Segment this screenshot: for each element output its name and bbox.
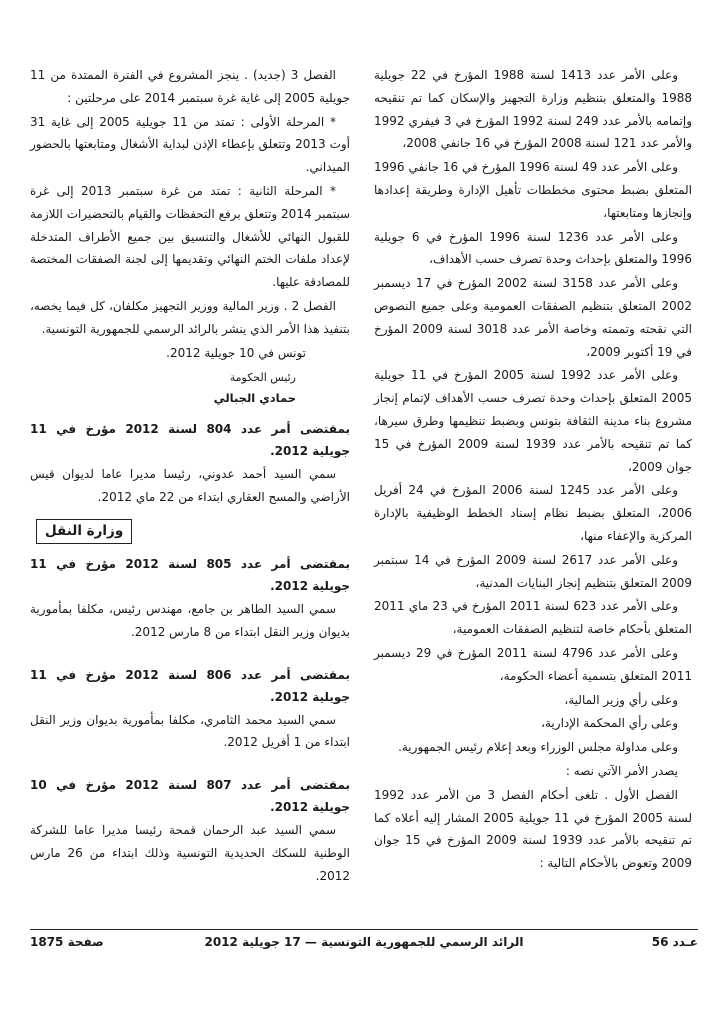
- decree-804-title: بمقتضى أمر عدد 804 لسنة 2012 مؤرخ في 11 جويلية 2012.: [30, 422, 350, 459]
- paragraph: الفصل الأول . تلغى أحكام الفصل 3 من الأمر عدد 1992 لسنة 2005 المؤرخ في 11 جويلية 2005 المشار إليه أعلاه كما تم تنقيحه بالأمر عدد 1939 لسنة 2009 المؤرخ في 15 جوان 2009 وتعوض بالأحكام التالية :: [374, 787, 693, 871]
- right-column: [374, 64, 692, 875]
- paragraph: وعلى رأي المحكمة الإدارية،: [541, 716, 678, 731]
- paragraph: وعلى الأمر عدد 1245 لسنة 2006 المؤرخ في 24 أفريل 2006، المتعلق بضبط نظام إسناد الخطط الوظيفية بالإدارة المركزية والإعفاء منها،: [374, 483, 692, 543]
- decree-807-text: سمي السيد عبد الرحمان قمحة رئيسا مديرا عاما للشركة الوطنية للسكك الحديدية التونسية وذلك ابتداء من 26 مارس 2012.: [30, 823, 351, 883]
- paragraph: وعلى الأمر عدد 4796 لسنة 2011 المؤرخ في 29 ديسمبر 2011 المتعلق بتسمية أعضاء الحكومة،: [374, 645, 692, 683]
- signature-block: [30, 368, 350, 408]
- paragraph: وعلى الأمر عدد 1413 لسنة 1988 المؤرخ في 22 جويلية 1988 والمتعلق بتنظيم وزارة التجهيز والإسكان كما تم تنقيحه وإتمامه بالأمر عدد 249 لسنة 1992 المؤرخ في 3 فيفري 1992 والأمر عدد 121 لسنة 2008 المؤرخ في 16 جانفي 2008،: [374, 68, 692, 151]
- decree-805-title: بمقتضى أمر عدد 805 لسنة 2012 مؤرخ في 11 جويلية 2012.: [30, 556, 350, 593]
- paragraph: وعلى الأمر عدد 2617 لسنة 2009 المؤرخ في 14 سبتمبر 2009 المتعلق بتنظيم إنجاز البنايات المدنية،: [374, 552, 692, 590]
- paragraph: وعلى الأمر عدد 49 لسنة 1996 المؤرخ في 16 جانفي 1996 المتعلق بضبط محتوى مخططات تأهيل الإدارة وطريقة إعدادها وإنجازها ومتابعتها،: [374, 160, 692, 220]
- page-number: صفحة 1875: [30, 935, 104, 949]
- decree-806-text: سمي السيد محمد الثامري، مكلفا بمأمورية بديوان وزير النقل ابتداء من 1 أفريل 2012.: [30, 712, 350, 750]
- decree-806-title: بمقتضى أمر عدد 806 لسنة 2012 مؤرخ في 11 جويلية 2012.: [30, 667, 350, 704]
- decree-807-title: بمقتضى أمر عدد 807 لسنة 2012 مؤرخ في 10 جويلية 2012.: [30, 778, 350, 815]
- paragraph: وعلى الأمر عدد 3158 لسنة 2002 المؤرخ في 17 ديسمبر 2002 المتعلق بتنظيم الصفقات العمومية وعلى جميع النصوص التي نقحته وتممته وخاصة الأمر عدد 3018 لسنة 2009 المؤرخ في 19 أكتوبر 2009،: [374, 276, 693, 359]
- paragraph: وعلى مداولة مجلس الوزراء وبعد إعلام رئيس الجمهورية.: [398, 740, 678, 755]
- left-column: [30, 64, 350, 888]
- paragraph: وعلى رأي وزير المالية،: [564, 692, 678, 707]
- paragraph: وعلى الأمر عدد 1992 لسنة 2005 المؤرخ في 11 جويلية 2005 المتعلق بإحداث وحدة تصرف حسب الأهداف لإتمام إنجاز مشروع بناء مدينة الثقافة بتونس وبضبط تنظيمها وطرق سيرها، كما تم تنقيحه بالأمر عدد 1939 لسنة 2009 المؤرخ في 15 جوان 2009،: [374, 368, 693, 474]
- paragraph: وعلى الأمر عدد 1236 لسنة 1996 المؤرخ في 6 جويلية 1996 والمتعلق بإحداث وحدة تصرف حسب الأهداف،: [374, 229, 692, 267]
- ministry-heading: وزارة النقل: [36, 519, 132, 544]
- page-footer: [30, 929, 698, 950]
- place-date: تونس في 10 جويلية 2012.: [166, 345, 306, 360]
- article-2-text: الفصل 2 . وزير المالية ووزير التجهيز مكلفان، كل فيما يخصه، بتنفيذ هذا الأمر الذي ينشر بالرائد الرسمي للجمهورية التونسية.: [30, 298, 350, 336]
- decree-805-text: سمي السيد الطاهر بن جامع، مهندس رئيس، مكلفا بمأمورية بديوان وزير النقل ابتداء من 8 مارس 2012.: [30, 601, 350, 639]
- gazette-title: الرائد الرسمي للجمهورية التونسية — 17 جويلية 2012: [204, 935, 524, 949]
- signature-title: رئيس الحكومة: [229, 371, 296, 385]
- decree-804-text: سمي السيد أحمد عدوني، رئيسا مديرا عاما لديوان قيس الأراضي والمسح العقاري ابتداء من 22 ماي 2012.: [30, 467, 350, 505]
- article-3-text: الفصل 3 (جديد) . ينجز المشروع في الفترة الممتدة من 11 جويلية 2005 إلى غاية غرة سبتمبر 2014 على مرحلتين :: [30, 68, 350, 105]
- phase-1-text: * المرحلة الأولى : تمتد من 11 جويلية 2005 إلى غاية 31 أوت 2013 وتتعلق بإعطاء الإذن لبداية الأشغال ومتابعتها بالحضور الميداني.: [30, 114, 350, 175]
- phase-2-text: * المرحلة الثانية : تمتد من غرة سبتمبر 2013 إلى غرة سبتمبر 2014 وتتعلق برفع التحفظات والقيام بالتحضيرات اللازمة للقبول النهائي للأشغال والتنسيق بين جميع الأطراف المتدخلة لإعداد ملفات الختم النهائي وتقديمها إلى لجنة الصفقات المختصة للمصادقة عليها.: [30, 183, 350, 290]
- ministry-heading-area: [30, 509, 350, 553]
- paragraph: وعلى الأمر عدد 623 لسنة 2011 المؤرخ في 23 ماي 2011 المتعلق بأحكام خاصة لتنظيم الصفقات العمومية،: [374, 599, 692, 637]
- paragraph: يصدر الأمر الآتي نصه :: [565, 763, 678, 778]
- signature-name: حمادي الجبالي: [213, 391, 296, 406]
- issue-number: عـدد 56: [651, 935, 698, 949]
